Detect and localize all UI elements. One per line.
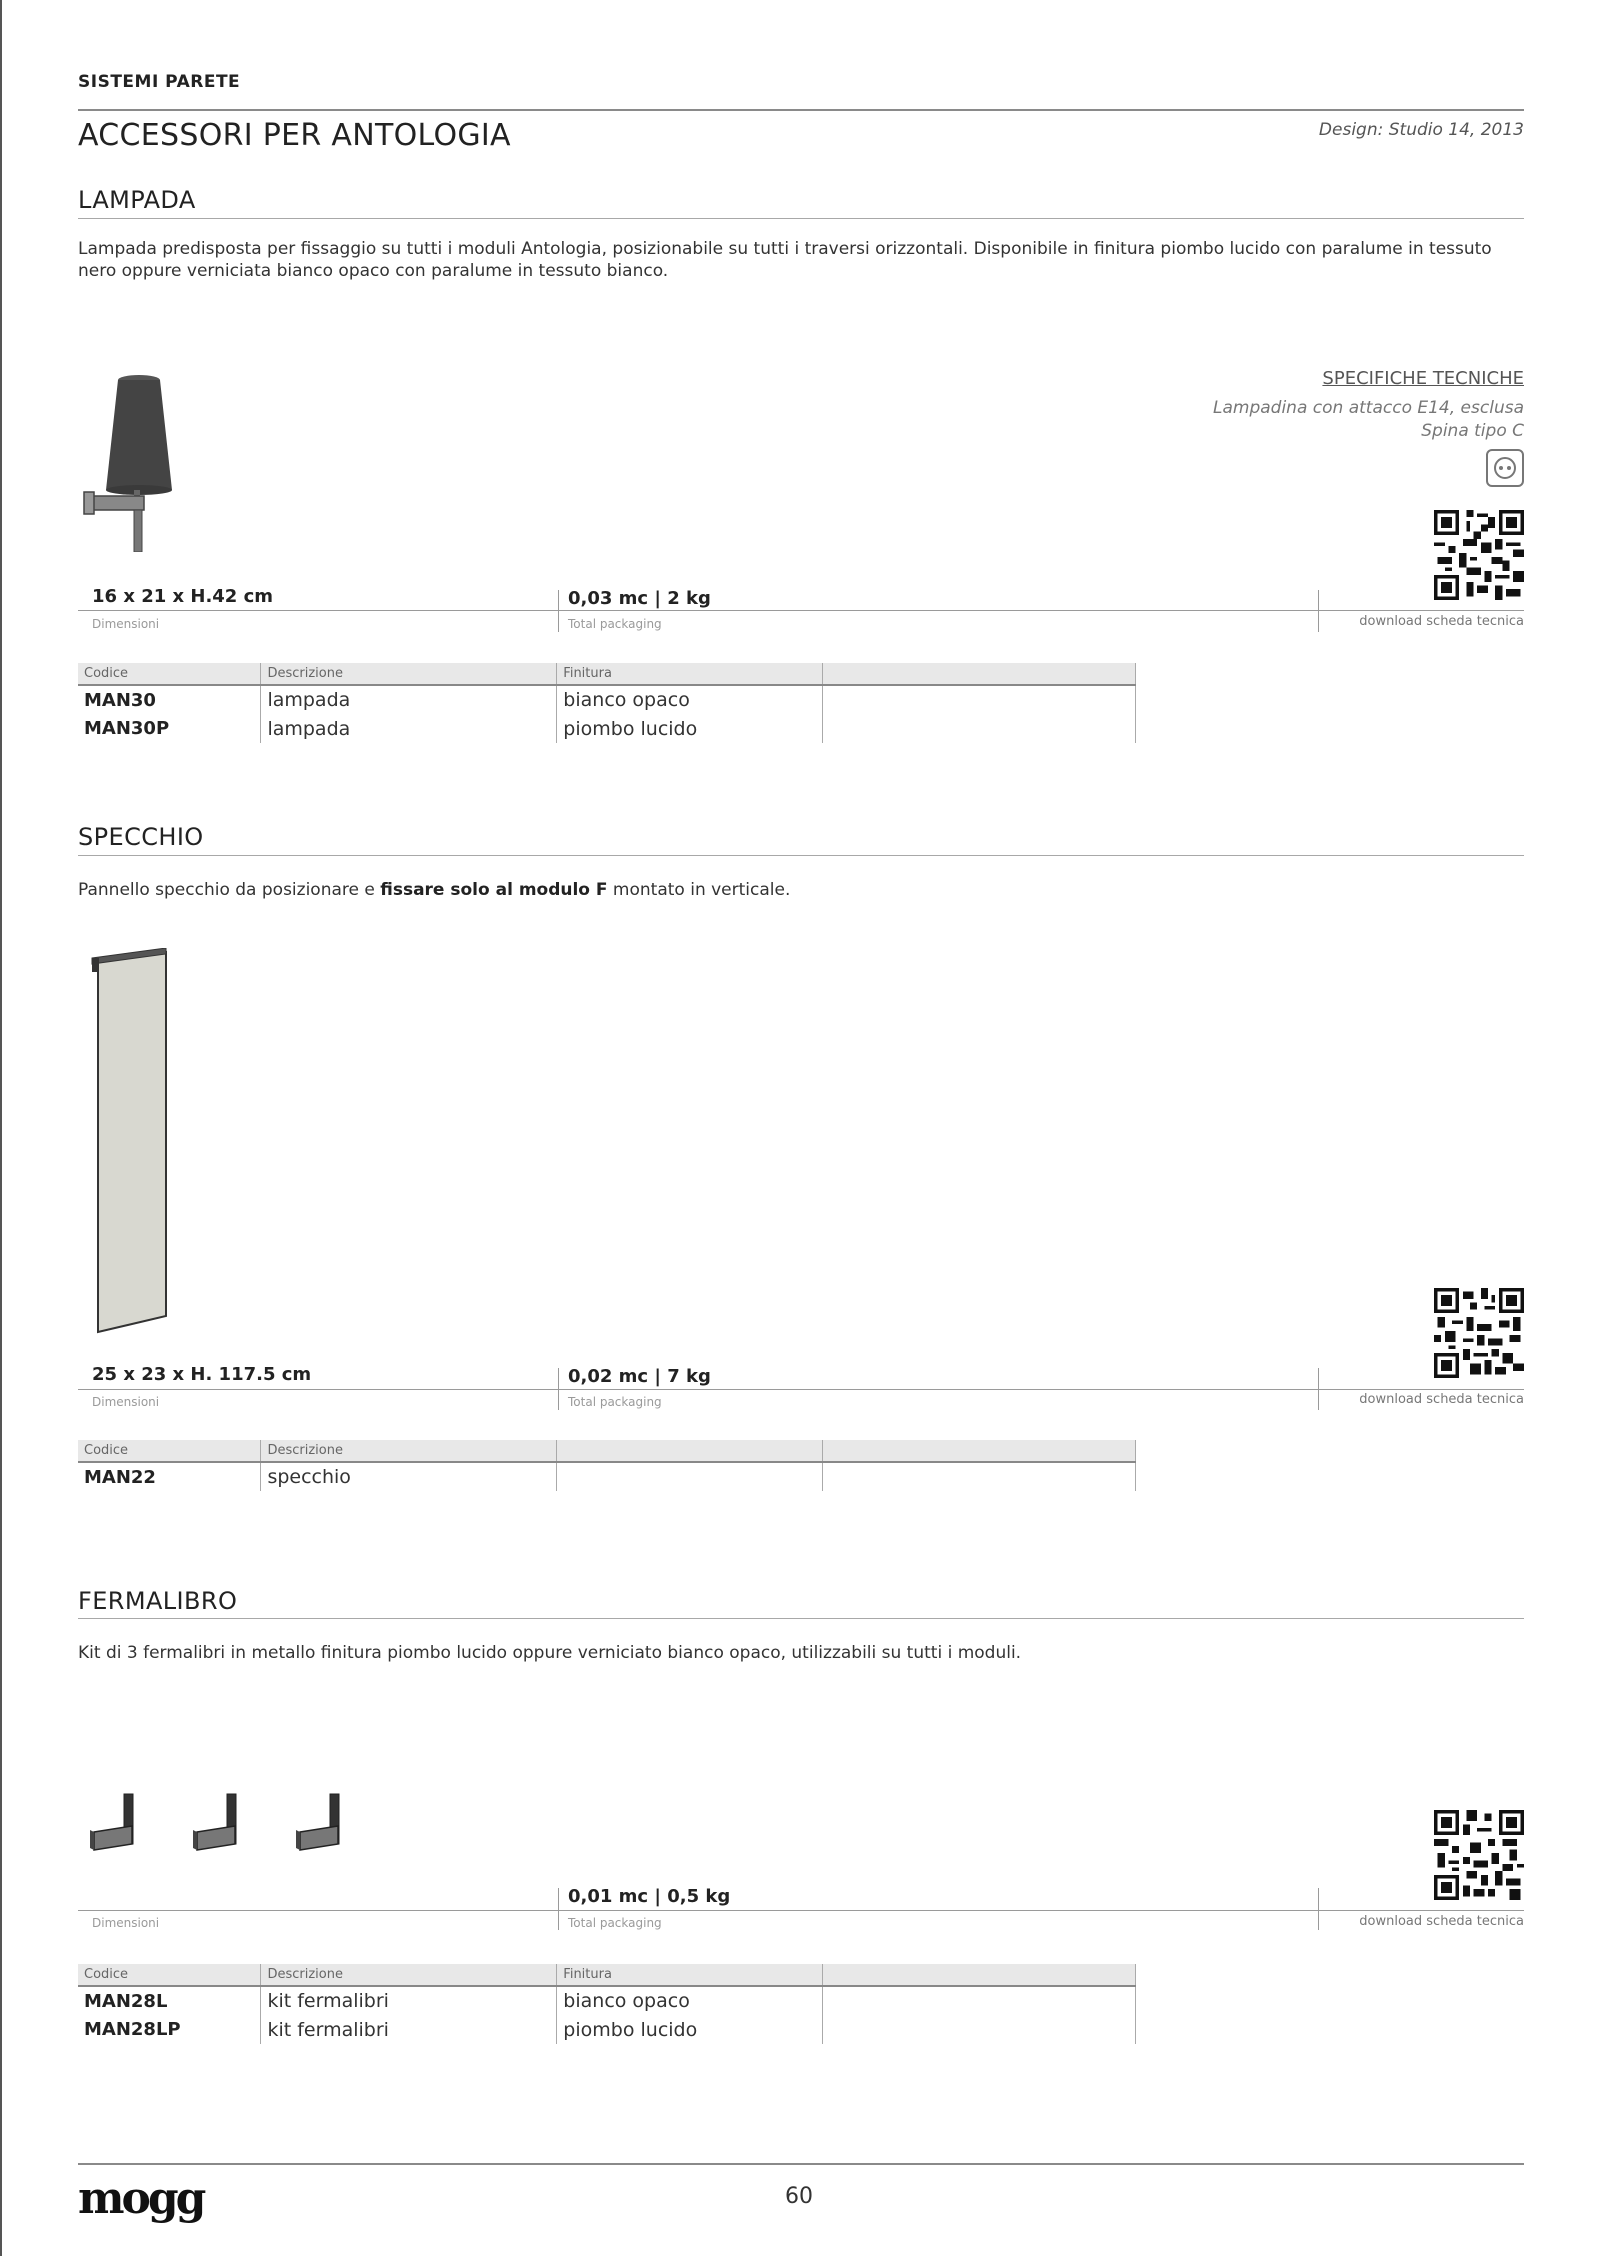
- specchio-info-rule: [78, 1389, 1524, 1390]
- fermalibro-heading: FERMALIBRO: [78, 1587, 238, 1615]
- fermalibro-packaging-label: Total packaging: [568, 1916, 662, 1930]
- fermalibro-download-link[interactable]: download scheda tecnica: [1359, 1914, 1524, 1929]
- product-code: MAN30P: [78, 714, 261, 743]
- col-empty: [823, 1964, 1136, 1986]
- product-description: specchio: [261, 1462, 557, 1491]
- product-extra: [557, 1462, 823, 1491]
- bookend-image: [86, 1790, 356, 1860]
- fermalibro-packaging: 0,01 mc | 0,5 kg: [568, 1886, 731, 1907]
- lampada-dimensions: 16 x 21 x H.42 cm: [92, 586, 274, 607]
- product-finish: piombo lucido: [557, 2015, 823, 2044]
- fermalibro-separator: [558, 1888, 559, 1930]
- col-codice: Codice: [78, 1440, 261, 1462]
- fermalibro-heading-rule: [78, 1618, 1524, 1619]
- lampada-separator-right: [1318, 590, 1319, 632]
- specchio-qr-code-icon[interactable]: [1434, 1288, 1524, 1378]
- col-finitura: Finitura: [557, 1964, 823, 1986]
- lampada-download-link[interactable]: download scheda tecnica: [1359, 614, 1524, 629]
- product-finish: bianco opaco: [557, 685, 823, 714]
- product-code: MAN28L: [78, 1986, 261, 2015]
- specchio-packaging-label: Total packaging: [568, 1395, 662, 1409]
- product-description: lampada: [261, 685, 557, 714]
- fermalibro-separator-right: [1318, 1888, 1319, 1930]
- specchio-description: Pannello specchio da posizionare e fissare solo al modulo F montato in verticale.: [78, 880, 791, 900]
- brand-logo: mogg: [78, 2173, 204, 2224]
- product-extra: [823, 1462, 1136, 1491]
- table-row: [78, 1986, 1136, 2015]
- fermalibro-description: Kit di 3 fermalibri in metallo finitura piombo lucido oppure verniciato bianco opaco, utilizzabili su tutti i moduli.: [78, 1643, 1022, 1663]
- lampada-packaging-label: Total packaging: [568, 617, 662, 631]
- col-descrizione: Descrizione: [261, 1964, 557, 1986]
- table-header-row: [78, 663, 1136, 685]
- footer-divider: [78, 2163, 1524, 2165]
- specchio-dimensions-label: Dimensioni: [92, 1395, 160, 1409]
- table-header-row: [78, 1964, 1136, 1986]
- product-finish: bianco opaco: [557, 1986, 823, 2015]
- col-codice: Codice: [78, 663, 261, 685]
- specchio-dimensions: 25 x 23 x H. 117.5 cm: [92, 1364, 312, 1385]
- plug-type-c-icon: [1486, 449, 1524, 487]
- col-codice: Codice: [78, 1964, 261, 1986]
- lampada-qr-code-icon[interactable]: [1434, 510, 1524, 600]
- lampada-info-rule: [78, 610, 1524, 611]
- product-description: kit fermalibri: [261, 2015, 557, 2044]
- page-title: ACCESSORI PER ANTOLOGIA: [78, 118, 511, 153]
- section-kicker: SISTEMI PARETE: [78, 72, 241, 92]
- specchio-separator-right: [1318, 1368, 1319, 1410]
- product-finish: piombo lucido: [557, 714, 823, 743]
- col-descrizione: Descrizione: [261, 1440, 557, 1462]
- fermalibro-product-table: [78, 1964, 1136, 2044]
- specchio-heading: SPECCHIO: [78, 823, 204, 851]
- product-extra: [823, 714, 1136, 743]
- page-number: 60: [785, 2184, 813, 2209]
- product-code: MAN30: [78, 685, 261, 714]
- table-row: [78, 1462, 1136, 1491]
- product-description: lampada: [261, 714, 557, 743]
- specchio-product-table: [78, 1440, 1136, 1491]
- product-extra: [823, 1986, 1136, 2015]
- lampada-heading: LAMPADA: [78, 186, 196, 214]
- lampada-packaging: 0,03 mc | 2 kg: [568, 588, 711, 609]
- lampada-description: Lampada predisposta per fissaggio su tutti i moduli Antologia, posizionabile su tutti i traversi orizzontali. Disponibile in finitura piombo lucido con paralume in tessuto nero oppure verniciata bianco opaco con paralume in tessuto bianco.: [78, 239, 1492, 281]
- col-empty: [823, 1440, 1136, 1462]
- col-empty: [823, 663, 1136, 685]
- design-credit: Design: Studio 14, 2013: [1318, 120, 1524, 140]
- product-code: MAN28LP: [78, 2015, 261, 2044]
- specchio-heading-rule: [78, 855, 1524, 856]
- specchio-packaging: 0,02 mc | 7 kg: [568, 1366, 711, 1387]
- product-description: kit fermalibri: [261, 1986, 557, 2015]
- product-code: MAN22: [78, 1462, 261, 1491]
- lampada-product-table: [78, 663, 1136, 743]
- specchio-download-link[interactable]: download scheda tecnica: [1359, 1392, 1524, 1407]
- mirror-image: [86, 948, 170, 1336]
- table-row: [78, 2015, 1136, 2044]
- specs-plug: Spina tipo C: [1421, 421, 1524, 441]
- col-empty: [557, 1440, 823, 1462]
- product-extra: [823, 2015, 1136, 2044]
- lamp-image: [76, 372, 186, 552]
- fermalibro-dimensions-label: Dimensioni: [92, 1916, 160, 1930]
- col-descrizione: Descrizione: [261, 663, 557, 685]
- table-row: [78, 714, 1136, 743]
- table-header-row: [78, 1440, 1136, 1462]
- product-extra: [823, 685, 1136, 714]
- lampada-dimensions-label: Dimensioni: [92, 617, 160, 631]
- lampada-separator: [558, 590, 559, 632]
- page-edge: [0, 0, 2, 2256]
- lampada-heading-rule: [78, 218, 1524, 219]
- specchio-separator: [558, 1368, 559, 1410]
- header-divider: [78, 109, 1524, 111]
- table-row: [78, 685, 1136, 714]
- fermalibro-info-rule: [78, 1910, 1524, 1911]
- specs-title[interactable]: SPECIFICHE TECNICHE: [1322, 368, 1524, 389]
- fermalibro-qr-code-icon[interactable]: [1434, 1810, 1524, 1900]
- col-finitura: Finitura: [557, 663, 823, 685]
- specs-bulb: Lampadina con attacco E14, esclusa: [1213, 398, 1524, 418]
